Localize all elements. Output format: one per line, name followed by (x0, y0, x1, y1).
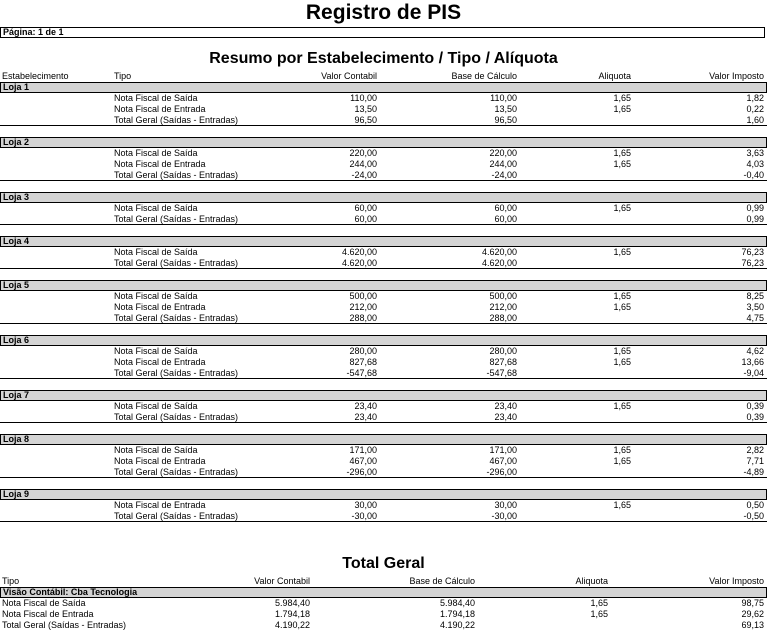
aliquota-cell: 1,65 (590, 609, 608, 619)
visao-contabil-header: Visão Contábil: Cba Tecnologia (0, 587, 767, 598)
valor-imposto-cell: 8,25 (746, 291, 764, 301)
aliquota-cell: 1,65 (613, 456, 631, 466)
base-calculo-cell: 280,00 (489, 346, 517, 356)
base-calculo-cell: 4.190,22 (439, 620, 475, 630)
establishment-name: Loja 7 (0, 390, 767, 401)
col-valor-imposto: Valor Imposto (709, 71, 764, 81)
valor-imposto-cell: 0,99 (746, 203, 764, 213)
base-calculo-cell: 96,50 (494, 115, 517, 125)
tipo-cell: Total Geral (Saídas - Entradas) (114, 313, 239, 323)
tipo-cell: Total Geral (Saídas - Entradas) (114, 258, 239, 268)
tg-col-base-calculo: Base de Cálculo (409, 576, 475, 586)
valor-contabil-cell: 288,00 (349, 313, 377, 323)
base-calculo-cell: 467,00 (489, 456, 517, 466)
total-geral-row (0, 609, 767, 620)
total-row (0, 313, 767, 324)
tipo-cell: Total Geral (Saídas - Entradas) (114, 511, 239, 521)
valor-contabil-cell: 96,50 (354, 115, 377, 125)
base-calculo-cell: 288,00 (489, 313, 517, 323)
tipo-cell: Nota Fiscal de Entrada (114, 357, 206, 367)
valor-contabil-cell: 171,00 (349, 445, 377, 455)
valor-contabil-cell: 220,00 (349, 148, 377, 158)
total-row (0, 412, 767, 423)
tipo-cell: Nota Fiscal de Saída (2, 598, 86, 608)
base-calculo-cell: -296,00 (486, 467, 517, 477)
establishment-group (0, 434, 767, 478)
total-row (0, 115, 767, 126)
total-row (0, 368, 767, 379)
valor-contabil-cell: -547,68 (346, 368, 377, 378)
total-row (0, 170, 767, 181)
tipo-cell: Total Geral (Saídas - Entradas) (114, 412, 239, 422)
base-calculo-cell: 30,00 (494, 500, 517, 510)
tipo-cell: Nota Fiscal de Saída (114, 291, 198, 301)
base-calculo-cell: 23,40 (494, 412, 517, 422)
valor-contabil-cell: 4.190,22 (274, 620, 310, 630)
valor-contabil-cell: 280,00 (349, 346, 377, 356)
tg-col-aliquota: Aliquota (575, 576, 608, 586)
tipo-cell: Total Geral (Saídas - Entradas) (114, 170, 239, 180)
aliquota-cell: 1,65 (613, 148, 631, 158)
total-geral-row (0, 598, 767, 609)
base-calculo-cell: 220,00 (489, 148, 517, 158)
table-row (0, 401, 767, 412)
tipo-cell: Total Geral (Saídas - Entradas) (114, 214, 239, 224)
total-geral-rows (0, 598, 767, 631)
aliquota-cell: 1,65 (613, 445, 631, 455)
col-tipo: Tipo (114, 71, 132, 81)
table-row (0, 203, 767, 214)
page-indicator: Página: 1 de 1 (0, 27, 765, 38)
tipo-cell: Nota Fiscal de Saída (114, 203, 198, 213)
table-row (0, 456, 767, 467)
tg-col-valor-contabil: Valor Contabil (254, 576, 310, 586)
report-subtitle: Resumo por Estabelecimento / Tipo / Alíquota (209, 50, 558, 67)
table-row (0, 93, 767, 104)
base-calculo-cell: 60,00 (494, 203, 517, 213)
valor-imposto-cell: 4,75 (746, 313, 764, 323)
aliquota-cell: 1,65 (613, 104, 631, 114)
establishment-name: Loja 1 (0, 82, 767, 93)
establishment-group (0, 489, 767, 522)
valor-imposto-cell: -0,50 (743, 511, 764, 521)
valor-imposto-cell: 76,23 (741, 247, 764, 257)
tg-col-valor-imposto: Valor Imposto (709, 576, 764, 586)
tipo-cell: Total Geral (Saídas - Entradas) (114, 368, 239, 378)
report-title: Registro de PIS (305, 1, 462, 24)
tipo-cell: Nota Fiscal de Entrada (114, 104, 206, 114)
base-calculo-cell: 171,00 (489, 445, 517, 455)
base-calculo-cell: 244,00 (489, 159, 517, 169)
base-calculo-cell: 5.984,40 (439, 598, 475, 608)
col-valor-contabil: Valor Contabil (321, 71, 377, 81)
aliquota-cell: 1,65 (613, 203, 631, 213)
tipo-cell: Nota Fiscal de Entrada (114, 456, 206, 466)
col-base-calculo: Base de Cálculo (451, 71, 517, 81)
total-row (0, 214, 767, 225)
total-geral-row (0, 620, 767, 631)
aliquota-cell: 1,65 (590, 598, 608, 608)
valor-imposto-cell: 1,60 (746, 115, 764, 125)
valor-imposto-cell: 3,50 (746, 302, 764, 312)
valor-imposto-cell: 0,50 (746, 500, 764, 510)
valor-imposto-cell: 0,99 (746, 214, 764, 224)
valor-contabil-cell: 4.620,00 (341, 258, 377, 268)
establishment-name: Loja 8 (0, 434, 767, 445)
tipo-cell: Nota Fiscal de Entrada (114, 159, 206, 169)
valor-imposto-cell: 13,66 (741, 357, 764, 367)
base-calculo-cell: 4.620,00 (481, 247, 517, 257)
valor-contabil-cell: -296,00 (346, 467, 377, 477)
total-geral-title: Total Geral (342, 555, 425, 572)
valor-contabil-cell: 60,00 (354, 203, 377, 213)
valor-imposto-cell: 98,75 (741, 598, 764, 608)
total-row (0, 511, 767, 522)
base-calculo-cell: 23,40 (494, 401, 517, 411)
base-calculo-cell: -547,68 (486, 368, 517, 378)
valor-contabil-cell: 30,00 (354, 500, 377, 510)
establishment-name: Loja 3 (0, 192, 767, 203)
tipo-cell: Nota Fiscal de Saída (114, 445, 198, 455)
valor-contabil-cell: 23,40 (354, 401, 377, 411)
aliquota-cell: 1,65 (613, 247, 631, 257)
total-row (0, 467, 767, 478)
valor-imposto-cell: 69,13 (741, 620, 764, 630)
establishment-name: Loja 6 (0, 335, 767, 346)
valor-imposto-cell: 1,82 (746, 93, 764, 103)
table-row (0, 159, 767, 170)
valor-contabil-cell: 5.984,40 (274, 598, 310, 608)
valor-imposto-cell: 29,62 (741, 609, 764, 619)
tipo-cell: Nota Fiscal de Saída (114, 93, 198, 103)
tipo-cell: Total Geral (Saídas - Entradas) (114, 115, 239, 125)
valor-contabil-cell: 1.794,18 (274, 609, 310, 619)
table-row (0, 346, 767, 357)
column-header-row (0, 71, 767, 82)
aliquota-cell: 1,65 (613, 159, 631, 169)
establishment-group (0, 280, 767, 324)
valor-imposto-cell: -9,04 (743, 368, 764, 378)
valor-imposto-cell: 0,22 (746, 104, 764, 114)
base-calculo-cell: 60,00 (494, 214, 517, 224)
valor-contabil-cell: 110,00 (350, 93, 377, 103)
tipo-cell: Nota Fiscal de Saída (114, 148, 198, 158)
valor-contabil-cell: 60,00 (354, 214, 377, 224)
base-calculo-cell: 827,68 (489, 357, 517, 367)
base-calculo-cell: 4.620,00 (481, 258, 517, 268)
valor-contabil-cell: 500,00 (349, 291, 377, 301)
valor-contabil-cell: 13,50 (354, 104, 377, 114)
establishment-group (0, 390, 767, 423)
establishment-name: Loja 5 (0, 280, 767, 291)
table-row (0, 500, 767, 511)
valor-imposto-cell: 76,23 (741, 258, 764, 268)
aliquota-cell: 1,65 (613, 500, 631, 510)
base-calculo-cell: -24,00 (491, 170, 517, 180)
valor-contabil-cell: 23,40 (354, 412, 377, 422)
valor-contabil-cell: 467,00 (349, 456, 377, 466)
base-calculo-cell: 13,50 (494, 104, 517, 114)
establishment-group (0, 137, 767, 181)
col-aliquota: Aliquota (598, 71, 631, 81)
tg-col-tipo: Tipo (2, 576, 20, 586)
total-row (0, 258, 767, 269)
tipo-cell: Nota Fiscal de Saída (114, 401, 198, 411)
aliquota-cell: 1,65 (613, 346, 631, 356)
valor-imposto-cell: -0,40 (743, 170, 764, 180)
valor-imposto-cell: 4,03 (746, 159, 764, 169)
tipo-cell: Nota Fiscal de Entrada (114, 302, 206, 312)
table-row (0, 104, 767, 115)
valor-imposto-cell: 4,62 (746, 346, 764, 356)
valor-imposto-cell: -4,89 (743, 467, 764, 477)
table-row (0, 247, 767, 258)
table-row (0, 148, 767, 159)
valor-imposto-cell: 0,39 (746, 412, 764, 422)
total-geral-header-row (0, 576, 767, 587)
establishment-name: Loja 4 (0, 236, 767, 247)
establishment-group (0, 192, 767, 225)
valor-imposto-cell: 7,71 (746, 456, 764, 466)
valor-contabil-cell: 4.620,00 (341, 247, 377, 257)
tipo-cell: Nota Fiscal de Saída (114, 346, 198, 356)
base-calculo-cell: 212,00 (489, 302, 517, 312)
table-row (0, 445, 767, 456)
aliquota-cell: 1,65 (613, 291, 631, 301)
valor-contabil-cell: -30,00 (351, 511, 377, 521)
table-row (0, 357, 767, 368)
valor-imposto-cell: 0,39 (746, 401, 764, 411)
valor-contabil-cell: -24,00 (351, 170, 377, 180)
table-row (0, 302, 767, 313)
col-estabelecimento: Estabelecimento (2, 71, 69, 81)
valor-contabil-cell: 212,00 (349, 302, 377, 312)
establishment-name: Loja 9 (0, 489, 767, 500)
establishment-name: Loja 2 (0, 137, 767, 148)
tipo-cell: Nota Fiscal de Entrada (114, 500, 206, 510)
tipo-cell: Total Geral (Saídas - Entradas) (2, 620, 127, 630)
base-calculo-cell: 1.794,18 (439, 609, 475, 619)
base-calculo-cell: 500,00 (489, 291, 517, 301)
base-calculo-cell: -30,00 (491, 511, 517, 521)
valor-contabil-cell: 827,68 (349, 357, 377, 367)
valor-contabil-cell: 244,00 (349, 159, 377, 169)
aliquota-cell: 1,65 (613, 401, 631, 411)
aliquota-cell: 1,65 (613, 93, 631, 103)
tipo-cell: Nota Fiscal de Entrada (2, 609, 94, 619)
aliquota-cell: 1,65 (613, 302, 631, 312)
tipo-cell: Total Geral (Saídas - Entradas) (114, 467, 239, 477)
establishment-group (0, 335, 767, 379)
tipo-cell: Nota Fiscal de Saída (114, 247, 198, 257)
establishment-group (0, 82, 767, 126)
valor-imposto-cell: 2,82 (746, 445, 764, 455)
establishment-group (0, 236, 767, 269)
aliquota-cell: 1,65 (613, 357, 631, 367)
base-calculo-cell: 110,00 (490, 93, 517, 103)
valor-imposto-cell: 3,63 (746, 148, 764, 158)
table-row (0, 291, 767, 302)
